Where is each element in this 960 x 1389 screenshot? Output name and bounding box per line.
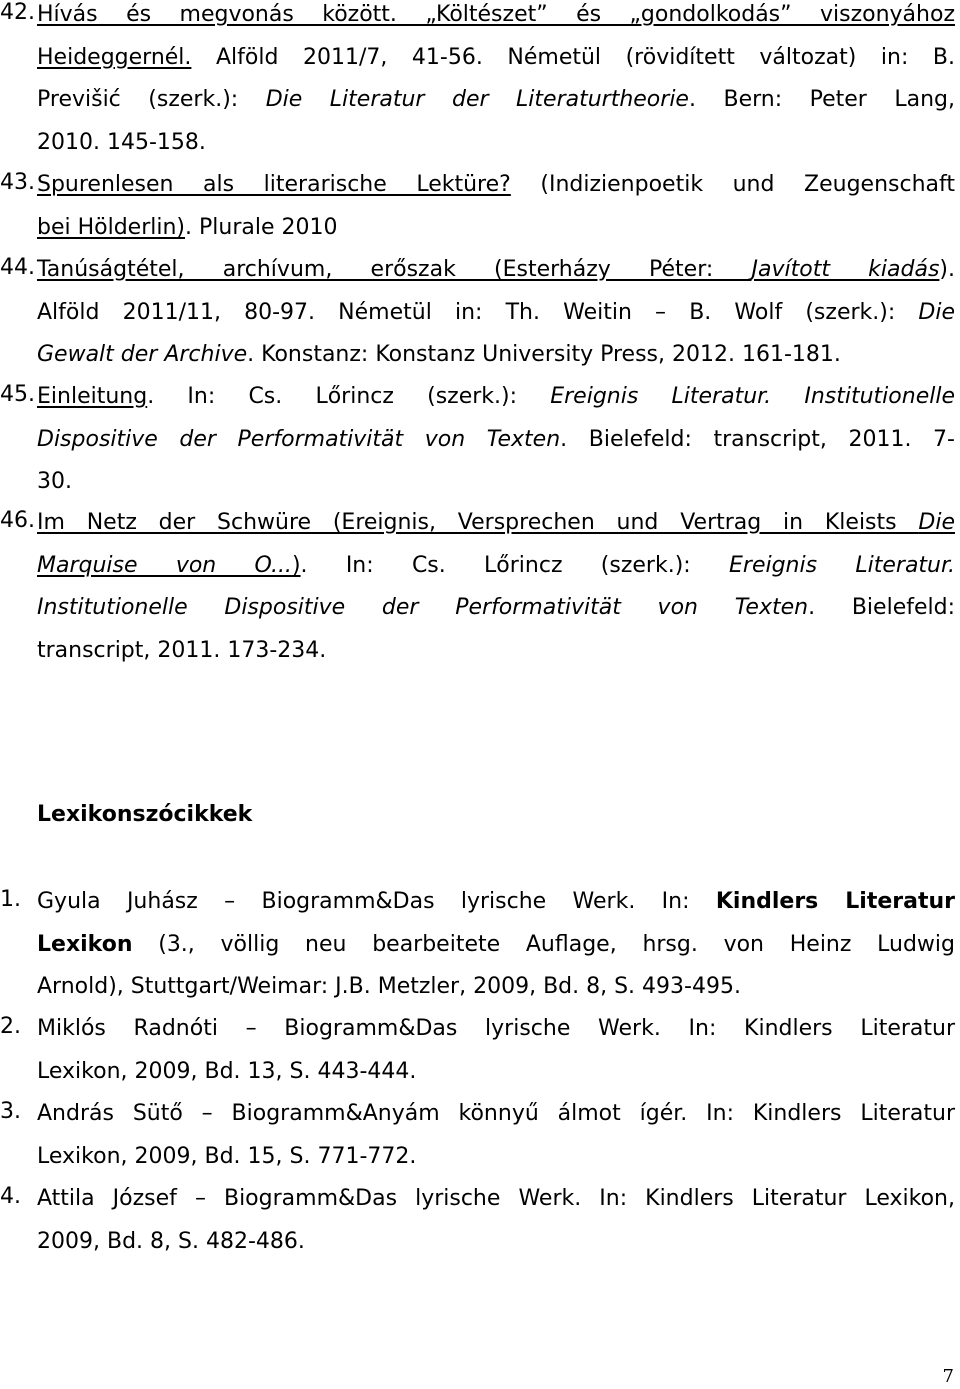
entry-number: 2. <box>0 1014 21 1039</box>
title-link[interactable] <box>37 257 939 282</box>
citation-text: (3., völlig neu bearbeitete Auflage, hrsg. von Heinz Ludwig <box>132 931 955 957</box>
book-title: Dispositive der Performativität von Texten <box>37 426 561 452</box>
entry-number: 4. <box>0 1184 21 1209</box>
citation-text: . Bielefeld: <box>808 595 955 620</box>
entry-number: 45. <box>0 382 35 407</box>
title-link[interactable]: Heideggernél. <box>37 44 192 70</box>
book-title: Ereignis Literatur. <box>729 552 956 578</box>
lexicon-title: Kindlers Literatur <box>715 889 955 914</box>
citation-text: 2009, Bd. 8, S. 482-486. <box>37 1228 305 1254</box>
citation-text: Arnold), Stuttgart/Weimar: J.B. Metzler, 2009, Bd. 8, S. 493-495. <box>37 974 741 999</box>
citation-text: . Konstanz: Konstanz University Press, 2012. 161-181. <box>247 342 841 367</box>
citation-text: ). <box>939 257 955 282</box>
citation-text: transcript, 2011. 173-234. <box>37 637 327 663</box>
entry-number: 3. <box>0 1099 21 1124</box>
title-link-text: ) <box>291 552 301 578</box>
entry-number: 44. <box>0 255 35 280</box>
citation-text: Gyula Juhász – Biogramm&Das lyrische Werk. In: <box>37 889 716 914</box>
citation-text: Attila József – Biogramm&Das lyrische Werk. In: Kindlers Literatur Lexikon, <box>37 1186 955 1211</box>
citation-text: Miklós Radnóti – Biogramm&Das lyrische Werk. In: Kindlers Literatur <box>37 1016 955 1041</box>
book-title: Javított kiadás <box>751 257 940 282</box>
entry-number: 1. <box>0 887 21 912</box>
entry-number: 43. <box>0 170 35 195</box>
title-link[interactable]: Einleitung <box>37 384 148 409</box>
citation-text: Alföld 2011/11, 80-97. Németül in: Th. Weitin – B. Wolf (szerk.): <box>37 299 919 325</box>
title-link-text: Im Netz der Schwüre (Ereignis, Versprechen und Vertrag in Kleists <box>37 510 919 535</box>
citation-text: . In: Cs. Lőrincz (szerk.): <box>300 552 729 578</box>
book-title: Die Literatur der Literaturtheorie <box>265 87 689 112</box>
book-title: Die <box>918 299 955 325</box>
citation-text: . Bern: Peter Lang, <box>688 87 955 112</box>
citation-text: Lexikon, 2009, Bd. 15, S. 771-772. <box>37 1143 417 1169</box>
book-title: Institutionelle Dispositive der Performativität von Texten <box>37 595 809 620</box>
title-link[interactable] <box>37 510 955 535</box>
entry-number: 46. <box>0 508 35 533</box>
title-link[interactable]: bei Hölderlin) <box>37 214 186 240</box>
citation-text: 2010. 145-158. <box>37 129 206 155</box>
citation-text: . Bielefeld: transcript, 2011. 7- <box>560 426 955 452</box>
citation-text: 30. <box>37 469 72 494</box>
book-title: Ereignis Literatur. Institutionelle <box>550 384 955 409</box>
title-link-text: Tanúságtétel, archívum, erőszak (Esterházy Péter: <box>37 257 752 282</box>
citation-text: . In: Cs. Lőrincz (szerk.): <box>147 384 551 409</box>
title-link[interactable]: Hívás és megvonás között. „Költészet” és „gondolkodás” viszonyához <box>37 2 955 27</box>
citation-text: (Indizienpoetik und Zeugenschaft <box>510 172 955 197</box>
book-title: Die <box>918 510 955 535</box>
lexicon-title: Lexikon <box>37 931 133 957</box>
title-link[interactable] <box>37 553 301 578</box>
citation-text: . Plurale 2010 <box>185 214 338 240</box>
book-title: Marquise von O... <box>37 552 292 578</box>
entry-number: 42. <box>0 0 35 25</box>
book-title: Gewalt der Archive <box>37 342 248 367</box>
page-number: 7 <box>942 1366 954 1387</box>
citation-text: András Sütő – Biogramm&Anyám könnyű álmot ígér. In: Kindlers Literatur <box>37 1101 955 1126</box>
title-link[interactable]: Spurenlesen als literarische Lektüre? <box>37 172 511 197</box>
section-heading: Lexikonszócikkek <box>37 802 253 827</box>
citation-text: Alföld 2011/7, 41-56. Németül (rövidített változat) in: B. <box>191 44 955 70</box>
citation-text: Previšić (szerk.): <box>37 87 266 112</box>
citation-text: Lexikon, 2009, Bd. 13, S. 443-444. <box>37 1058 417 1084</box>
